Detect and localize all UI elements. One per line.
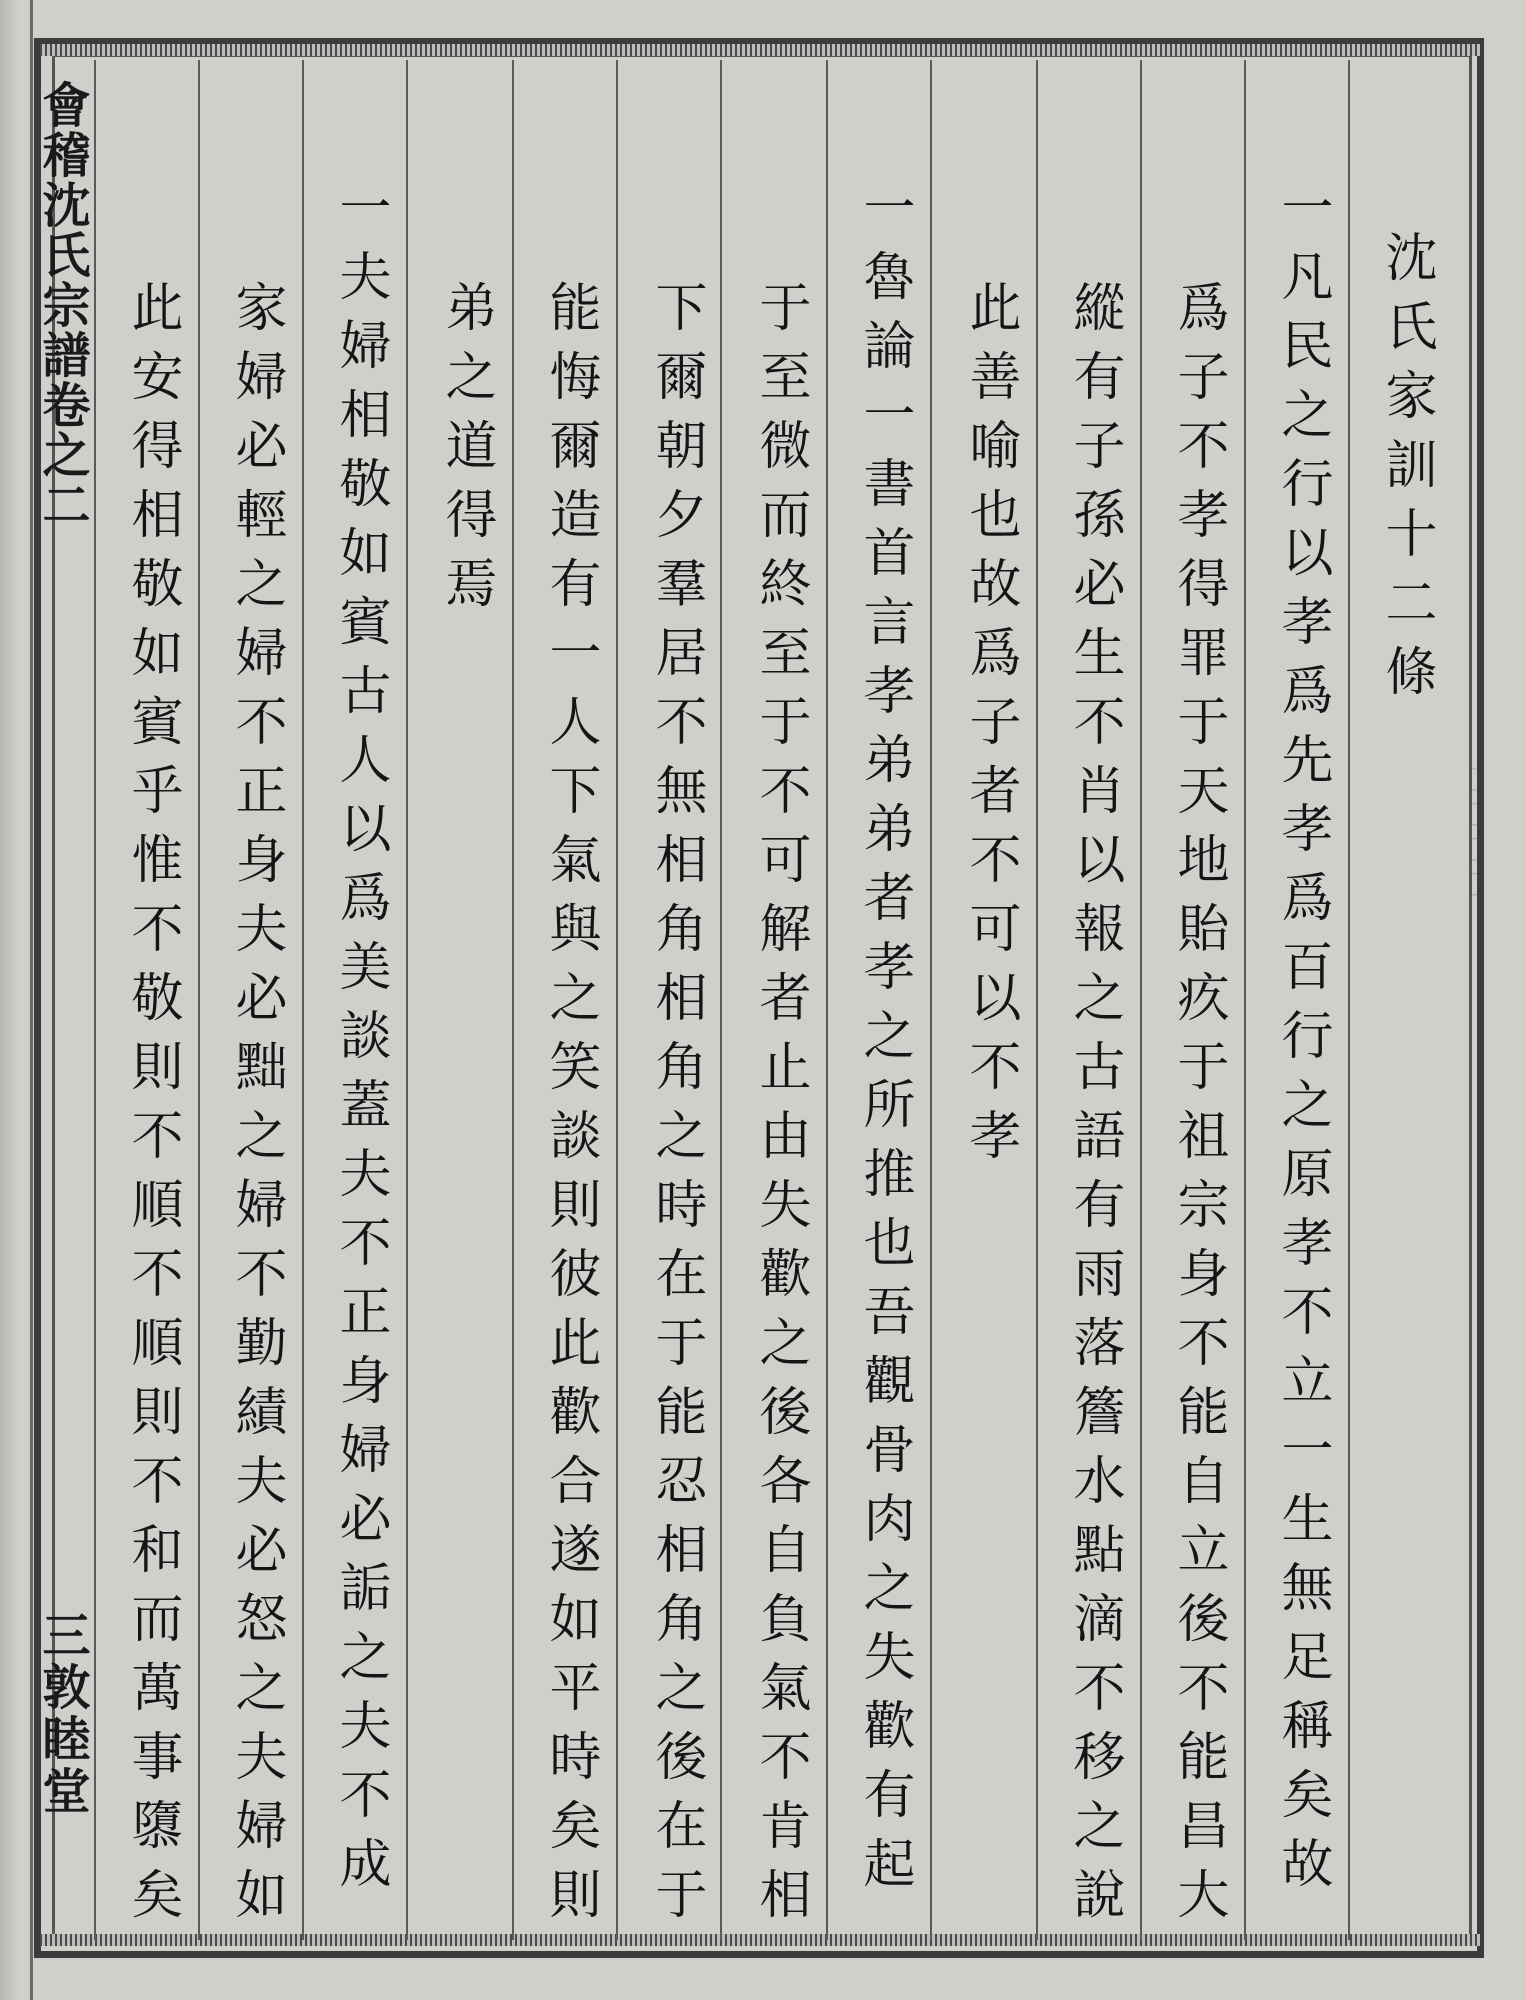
text-column: 縱有子孫必生不肖以報之古語有雨落簷水點滴不移之說 (1064, 280, 1124, 1936)
text-column: 能悔爾造有一人下氣與之笑談則彼此歡合遂如平時矣則 (540, 280, 600, 1936)
spine-rule (30, 0, 33, 2000)
book-spine (0, 0, 32, 2000)
text-column: 一夫婦相敬如賓古人以爲美談蓋夫不正身婦必詬之夫不成 (330, 180, 390, 1905)
text-column: 弟之道得焉 (436, 280, 496, 625)
margin-book-title (34, 80, 90, 530)
text-column: 下爾朝夕羣居不無相角相角之時在于能忍相角之後在于 (646, 280, 706, 1936)
text-column: 家婦必輕之婦不正身夫必黜之婦不勤績夫必怒之夫婦如 (226, 280, 286, 1936)
text-column: 一凡民之行以孝爲先孝爲百行之原孝不立一生無足稱矣故 (1272, 180, 1332, 1905)
text-column: 此安得相敬如賓乎惟不敬則不順不順則不和而萬事隳矣 (122, 280, 182, 1936)
column-rule (94, 60, 96, 1940)
book-title: 會稽沈氏宗譜 (34, 80, 90, 380)
hall-name: 敦睦堂 (34, 1662, 90, 1818)
bleed-through-text: ▯▯▯▯ (1458, 760, 1493, 900)
frame-top-hatch (40, 44, 1480, 56)
page-margin-band (34, 60, 90, 1940)
section-title: 沈氏家訓十二條 (1376, 230, 1436, 713)
text-column: 于至微而終至于不可解者止由失歡之後各自負氣不肯相 (750, 280, 810, 1936)
text-column: 此善喻也故爲子者不可以不孝 (960, 280, 1020, 1177)
text-column: 一魯論一書首言孝弟弟者孝之所推也吾觀骨肉之失歡有起 (854, 180, 914, 1905)
margin-page-label (34, 1610, 90, 1818)
text-column: 爲子不孝得罪于天地貽疚于祖宗身不能自立後不能昌大 (1168, 280, 1228, 1936)
page-number: 三 (34, 1610, 90, 1662)
volume-label: 卷之二 (34, 380, 90, 530)
